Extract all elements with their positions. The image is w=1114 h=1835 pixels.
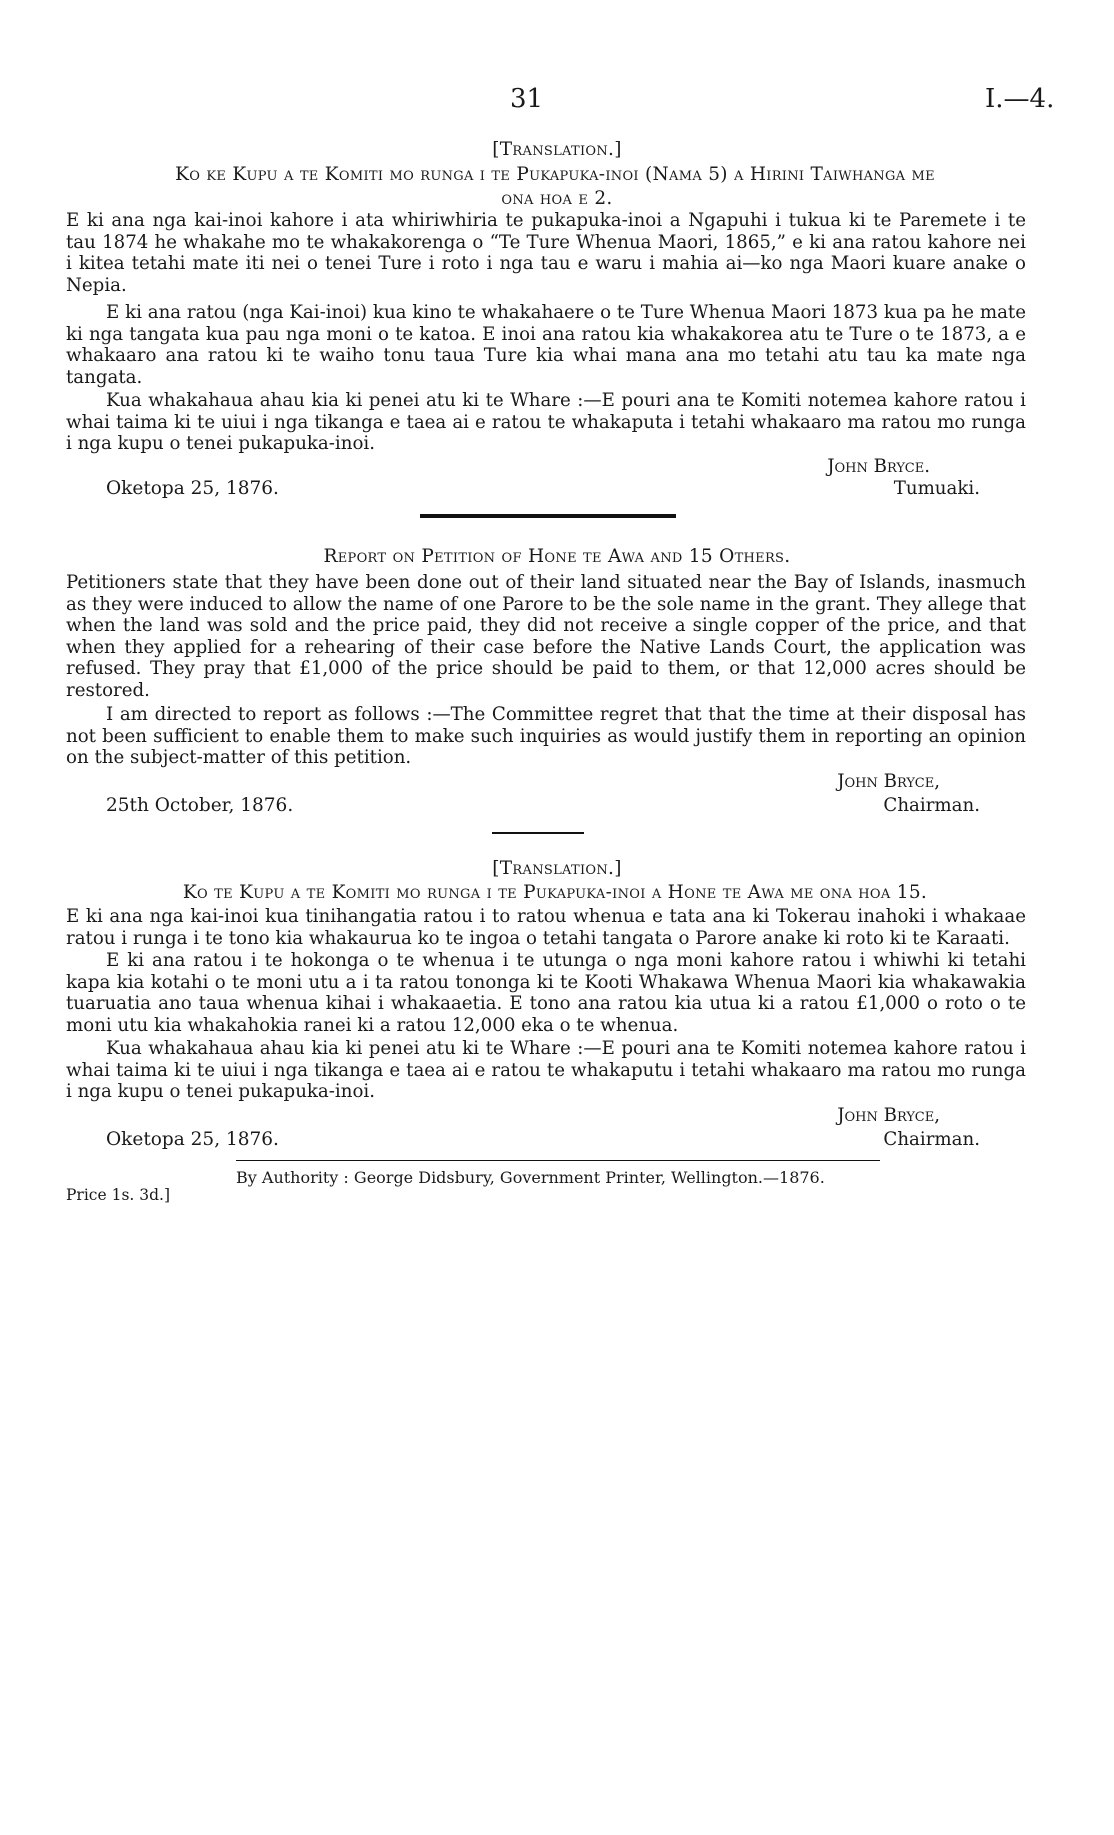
paragraph: E ki ana ratou i te hokonga o te whenua i te utunga o nga moni kahore ratou i whiwhi ki tetahi kapa kia kotahi o te moni utu a i ta ratou tononga ki te Kooti Whakawa Whenua Maori kia whakawakia tuaruatia ano taua whenua kihai i whakaaetia. E tono ana ratou kia utua ki a ratou £1,000 o roto o te moni utu kia whakahokia ranei ki a ratou 12,000 eka o te whenua. (66, 950, 1026, 1036)
signature-title: Chairman. (883, 795, 980, 816)
date: Oketopa 25, 1876. (106, 1129, 279, 1150)
paragraph: E ki ana nga kai-inoi kahore i ata whiriwhiria te pukapuka-inoi a Ngapuhi i tukua ki te Paremete i te tau 1874 he whakahe mo te whakakorenga o “Te Ture Whenua Maori, 1865,” e ki ana ratou kahore nei i kitea tetahi mate iti nei o tenei Ture i roto i nga tau e waru i mahia ai—ko nga Maori kuare anake o Nepia. (66, 210, 1026, 296)
paragraph: Kua whakahaua ahau kia ki penei atu ki te Whare :—E pouri ana te Komiti notemea kahore ratou i whai taima ki te uiui i nga tikanga e taea ai e ratou te whakaputu i tetahi whakaaro ma ratou mo runga i nga kupu o tenei pukapuka-inoi. (66, 1038, 1026, 1102)
paragraph: I am directed to report as follows :—The Committee regret that that the time at their disposal has not been sufficient to enable them to make such inquiries as would justify them in reporting an opinion on the subject-matter of this petition. (66, 704, 1026, 768)
signature-name: John Bryce, (837, 771, 940, 792)
paragraph: Kua whakahaua ahau kia ki penei atu ki te Whare :—E pouri ana te Komiti notemea kahore ratou i whai taima ki te uiui i nga tikanga e taea ai e ratou te whakaputa i tetahi whakaaro ma ratou mo runga i nga kupu o tenei pukapuka-inoi. (66, 390, 1026, 454)
signature-name: John Bryce, (837, 1105, 940, 1126)
translation-label: [Translation.] (492, 858, 622, 879)
paragraph: E ki ana nga kai-inoi kua tinihangatia ratou i to ratou whenua e tata ana ki Tokerau inahoki i whakaae ratou i runga i te tono kia whakaurua ko te ingoa o tetahi tangata o Parore anake ki roto ki te Karaati. (66, 906, 1026, 949)
section-heading: Ko te Kupu a te Komiti mo runga i te Pukapuka-inoi a Hone te Awa me ona hoa 15. (182, 882, 928, 903)
printer-imprint: By Authority : George Didsbury, Government Printer, Wellington.—1876. (236, 1168, 825, 1187)
signature-title: Tumuaki. (893, 478, 980, 499)
section-divider (492, 832, 584, 834)
section-heading-continued: ona hoa e 2. (501, 188, 613, 209)
translation-label: [Translation.] (492, 139, 622, 160)
date: Oketopa 25, 1876. (106, 478, 279, 499)
document-reference: I.—4. (985, 84, 1055, 114)
paragraph: E ki ana ratou (nga Kai-inoi) kua kino te whakahaere o te Ture Whenua Maori 1873 kua pa he mate ki nga tangata kua pau nga moni o te katoa. E inoi ana ratou kia whakakorea atu te Ture o te 1873, a e whakaaro ana ratou ki te waiho tonu taua Ture kia whai mana ana mo tetahi atu tau ka mate nga tangata. (66, 302, 1026, 388)
page-number: 31 (510, 84, 544, 114)
signature-name: John Bryce. (827, 456, 930, 477)
section-heading: Ko ke Kupu a te Komiti mo runga i te Pukapuka-inoi (Nama 5) a Hirini Taiwhanga me (175, 164, 935, 185)
footer-divider (236, 1160, 880, 1161)
date: 25th October, 1876. (106, 795, 294, 816)
section-divider (420, 514, 676, 518)
section-heading: Report on Petition of Hone te Awa and 15 Others. (323, 546, 791, 567)
price: Price 1s. 3d.] (66, 1186, 171, 1204)
signature-title: Chairman. (883, 1129, 980, 1150)
paragraph: Petitioners state that they have been done out of their land situated near the Bay of Islands, inasmuch as they were induced to allow the name of one Parore to be the sole name in the grant. They allege that when the land was sold and the price paid, they did not receive a single copper of the price, and that when they applied for a rehearing of their case before the Native Lands Court, the application was refused. They pray that £1,000 of the price should be paid to them, or that 12,000 acres should be restored. (66, 572, 1026, 701)
